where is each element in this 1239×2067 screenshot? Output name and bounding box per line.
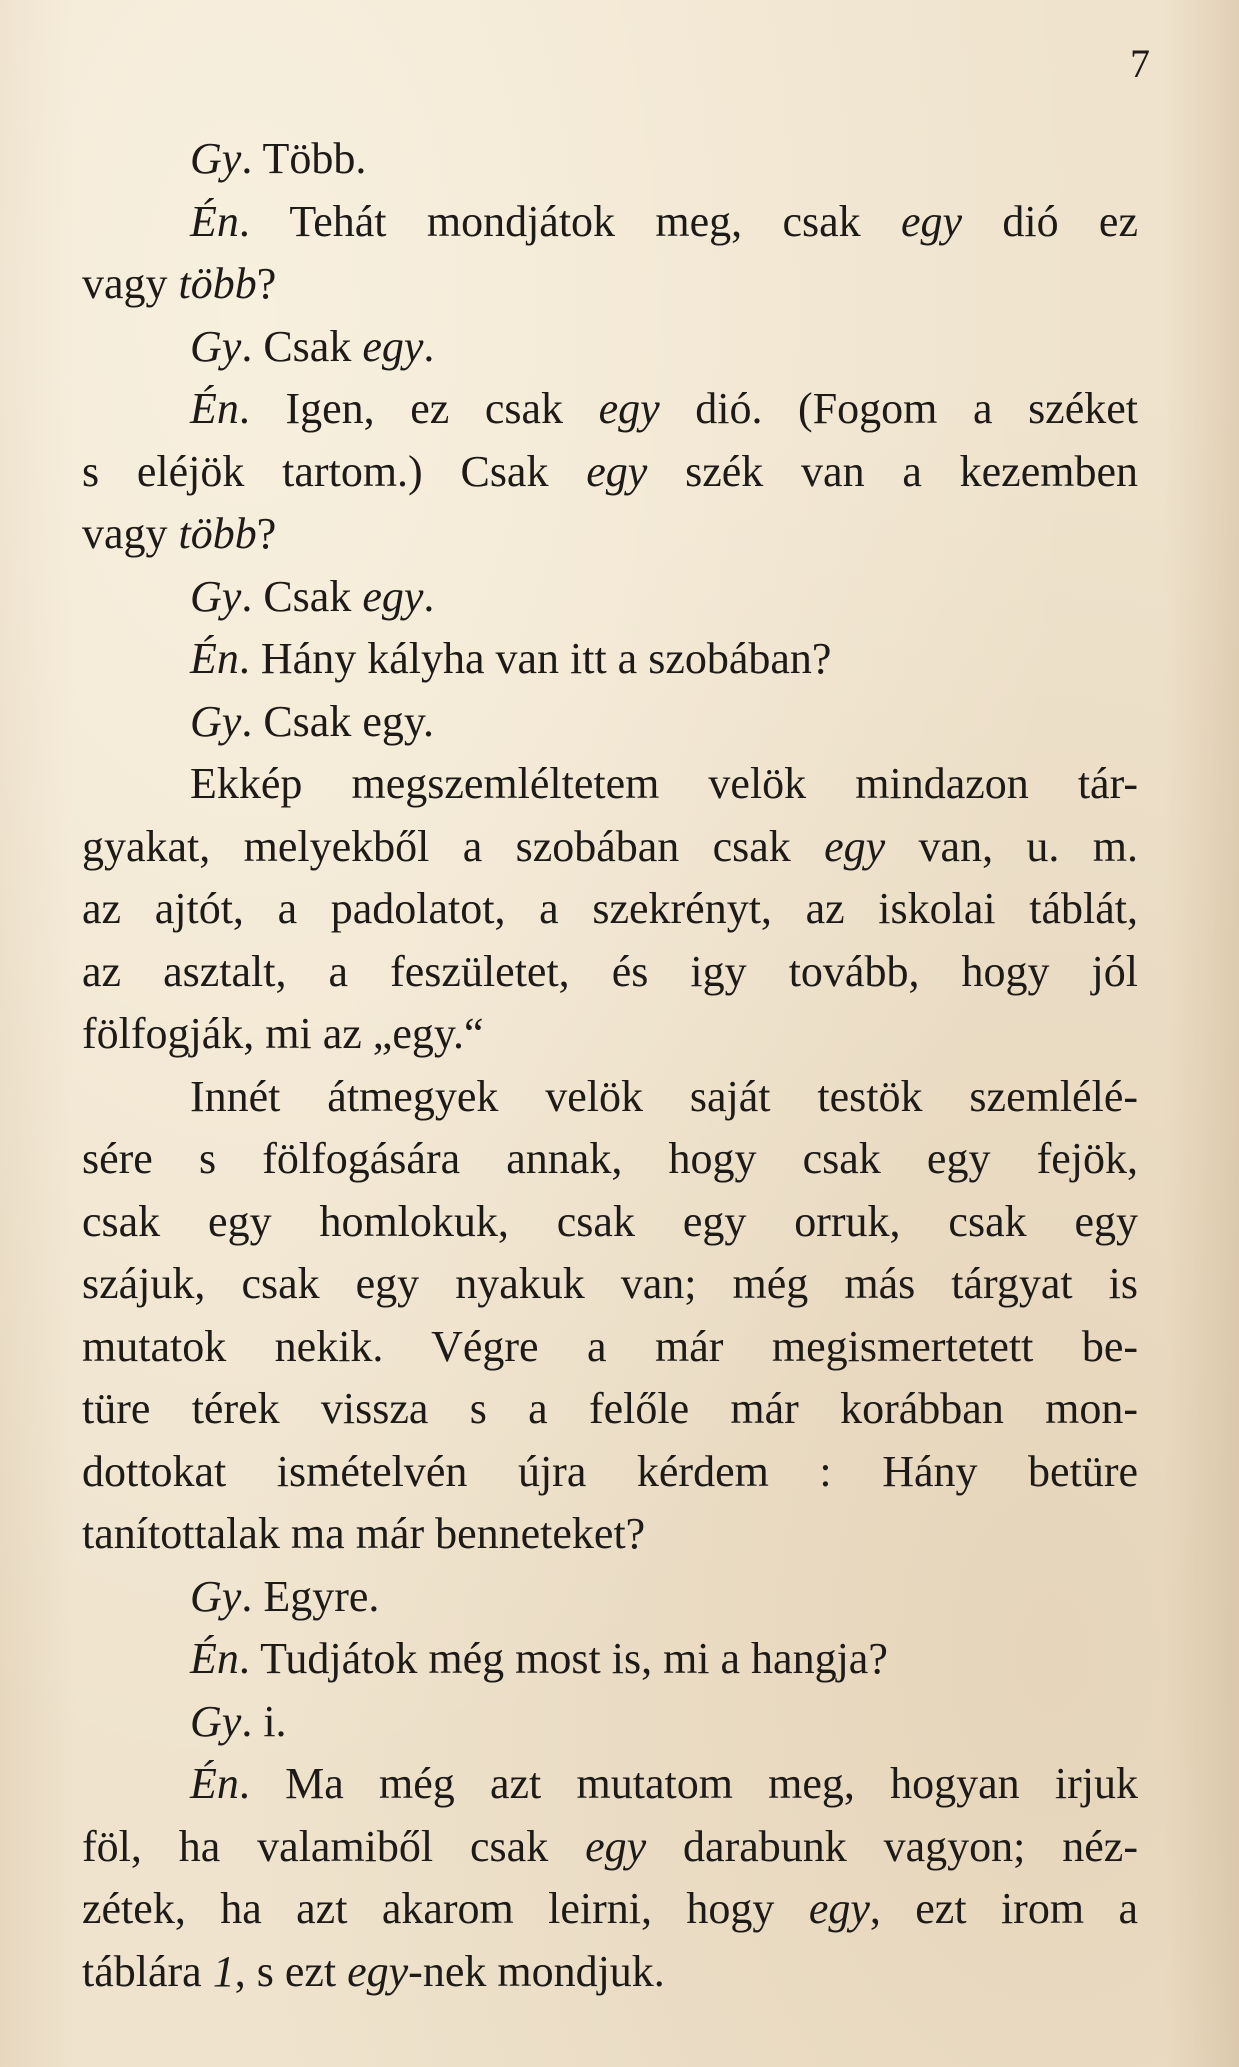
text-line	[82, 753, 1138, 816]
text-segment: dió. (Fogom a széket	[659, 384, 1138, 433]
text-segment: zétek, ha azt akarom leirni, hogy	[82, 1884, 809, 1933]
text-line	[82, 1378, 1138, 1441]
text-segment: szék van a kezemben	[647, 446, 1138, 496]
text-segment: ?	[256, 259, 277, 308]
text-line	[82, 1503, 1138, 1566]
italic-text: Gy	[190, 1696, 242, 1746]
text-segment: táblára	[82, 1946, 213, 1996]
italic-text: Én	[190, 634, 239, 683]
text-segment: az ajtót, a padolatot, a szekrényt, az iskolai táblát,	[82, 884, 1138, 933]
text-line	[82, 816, 1138, 879]
text-line	[82, 1566, 1138, 1629]
italic-text: Én	[190, 1634, 239, 1683]
italic-text: Én	[190, 196, 239, 246]
text-line	[82, 566, 1138, 629]
text-segment: . Igen, ez csak	[238, 384, 599, 433]
text-line	[82, 1941, 1138, 2004]
text-segment: sére s fölfogására annak, hogy csak egy fejök,	[82, 1134, 1138, 1183]
italic-text: egy	[362, 321, 424, 371]
text-segment: . Tehát mondjátok meg, csak	[238, 196, 901, 246]
text-block	[82, 128, 1138, 2003]
text-line	[82, 253, 1138, 316]
text-line	[82, 503, 1138, 566]
text-segment: az asztalt, a feszületet, és igy tovább, hogy jól	[82, 946, 1138, 996]
text-line	[82, 1753, 1138, 1816]
italic-text: Gy	[190, 321, 242, 371]
italic-text: Gy	[190, 134, 242, 183]
text-segment: föl, ha valamiből csak	[82, 1821, 586, 1871]
page-number: 7	[1130, 41, 1150, 86]
text-line	[82, 1128, 1138, 1191]
text-segment: darabunk vagyon; néz-	[646, 1821, 1138, 1871]
text-segment: , s ezt	[234, 1946, 348, 1996]
italic-text: egy	[808, 1884, 870, 1933]
text-segment: türe térek vissza s a felőle már korábban mon-	[82, 1384, 1138, 1433]
italic-text: egy	[900, 196, 963, 246]
text-line	[82, 1316, 1138, 1379]
text-segment: . Tudjátok még most is, mi a hangja?	[238, 1634, 888, 1683]
text-line	[82, 1253, 1138, 1316]
text-segment: , ezt irom a	[869, 1884, 1138, 1933]
text-line	[82, 316, 1138, 379]
text-segment: gyakat, melyekből a szobában csak	[82, 821, 825, 871]
text-segment: mutatok nekik. Végre a már megismertetett be-	[82, 1321, 1138, 1371]
text-segment: . Hány kályha van itt a szobában?	[238, 634, 832, 683]
text-segment: fölfogják, mi az „egy.“	[82, 1009, 484, 1058]
text-line	[82, 941, 1138, 1004]
text-line	[82, 128, 1138, 191]
text-segment: . Egyre.	[241, 1571, 380, 1621]
text-segment: .	[423, 571, 435, 621]
text-segment: -nek mondjuk.	[408, 1946, 665, 1996]
text-segment: . Csak egy.	[241, 696, 434, 746]
text-line	[82, 691, 1138, 754]
text-segment: vagy	[82, 509, 179, 558]
italic-text: több	[178, 509, 257, 558]
text-segment: s eléjök tartom.) Csak	[82, 446, 587, 496]
text-segment: csak egy homlokuk, csak egy orruk, csak egy	[82, 1196, 1138, 1246]
italic-text: Én	[190, 384, 239, 433]
text-segment: tanítottalak ma már benneteket?	[82, 1509, 646, 1558]
text-line	[82, 1628, 1138, 1691]
text-line	[82, 628, 1138, 691]
italic-text: egy	[585, 1821, 647, 1871]
italic-text: 1	[212, 1946, 235, 1996]
text-line	[82, 878, 1138, 941]
text-segment: Innét átmegyek velök saját testök szemlélé-	[190, 1071, 1138, 1121]
text-segment: szájuk, csak egy nyakuk van; még más tárgyat is	[82, 1259, 1138, 1308]
text-segment: van, u. m.	[885, 821, 1138, 871]
text-line	[82, 1878, 1138, 1941]
text-segment: dió ez	[962, 196, 1138, 246]
text-segment: . Csak	[241, 571, 363, 621]
italic-text: Gy	[190, 696, 242, 746]
italic-text: egy	[824, 821, 886, 871]
text-segment: vagy	[82, 259, 179, 308]
italic-text: egy	[362, 571, 424, 621]
text-line	[82, 1441, 1138, 1504]
italic-text: Gy	[190, 571, 242, 621]
text-line	[82, 378, 1138, 441]
text-segment: . i.	[241, 1696, 287, 1746]
text-segment: . Ma még azt mutatom meg, hogyan irjuk	[238, 1759, 1138, 1808]
text-line	[82, 441, 1138, 504]
text-segment: . Több.	[241, 134, 367, 183]
text-segment: ?	[256, 509, 277, 558]
italic-text: egy	[598, 384, 660, 433]
text-line	[82, 1066, 1138, 1129]
italic-text: Gy	[190, 1571, 242, 1621]
text-line	[82, 191, 1138, 254]
text-segment: Ekkép megszemléltetem velök mindazon tár-	[190, 759, 1138, 808]
italic-text: Én	[190, 1759, 239, 1808]
text-segment: dottokat ismételvén újra kérdem : Hány betüre	[82, 1446, 1138, 1496]
italic-text: több	[178, 259, 257, 308]
italic-text: egy	[586, 446, 648, 496]
text-line	[82, 1691, 1138, 1754]
text-line	[82, 1816, 1138, 1879]
text-line	[82, 1191, 1138, 1254]
text-segment: .	[423, 321, 435, 371]
text-segment: . Csak	[241, 321, 363, 371]
italic-text: egy	[347, 1946, 409, 1996]
text-line	[82, 1003, 1138, 1066]
